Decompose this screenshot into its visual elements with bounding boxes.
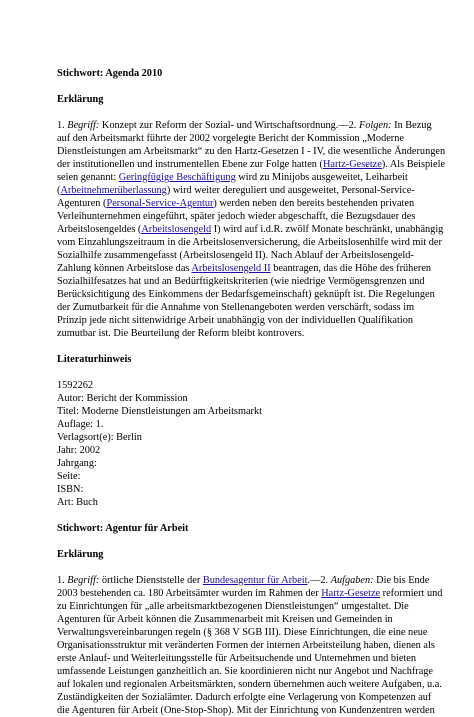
text: ( — [57, 185, 61, 196]
text: Zahlung können Arbeitslose das — [57, 263, 192, 274]
section1-line-7 — [57, 197, 414, 210]
text: örtliche Dienststelle der — [99, 575, 203, 586]
text: .—2. — [307, 575, 331, 586]
literatur-jahrgang: Jahrgang: — [57, 458, 97, 469]
text: reformiert und — [380, 588, 443, 599]
text: ) werden neben den bereits bestehenden privaten — [213, 198, 415, 209]
text: ) wird weiter dereguliert und ausgeweitet, Personal-Service- — [166, 185, 415, 196]
link-personal-service-agentur[interactable]: Personal-Service-Agentur — [106, 198, 214, 209]
section2-line-9: auf lokalen und regionalen Arbeitsmärkten, sondern übernehmen auch weitere Aufgaben, u.a. — [57, 679, 442, 690]
section1-line-11: Sozialhilfe zusammengefasst (Arbeitslosengeld II). Nach Ablauf der Arbeitslosengeld- — [57, 250, 414, 261]
text: der institutionellen und instrumentellen Ebene zur Folge hatten ( — [57, 159, 323, 170]
section1-line-13: Sozialhilfesatzes hat und an Bedürftigkeitskriterien (wie niedrige Vermögensgrenzen und — [57, 276, 425, 287]
section2-line-1 — [57, 574, 429, 587]
literatur-titel: Titel: Moderne Dienstleistungen am Arbeitsmarkt — [57, 406, 262, 417]
link-arbeitslosengeld[interactable]: Arbeitslosengeld — [141, 224, 212, 235]
begriff-label: Begriff: — [67, 575, 100, 586]
section1-line-15: der Zumutbarkeit für die Annahme von Stellenangeboten werden verschärft, sodass im — [57, 302, 415, 313]
link-geringfuegige-beschaeftigung[interactable]: Geringfügige Beschäftigung — [118, 172, 236, 183]
text: Konzept zur Reform der Sozial- und Wirtschaftsordnung.—2. — [99, 120, 359, 131]
section2-erklaerung-heading: Erklärung — [57, 549, 104, 560]
link-arbeitslosengeld-ii[interactable]: Arbeitslosengeld II — [191, 263, 271, 274]
section1-line-8: Verleihunternehmen eingeführt, später jedoch wieder abgeschafft, die Bezugsdauer des — [57, 211, 416, 222]
text: Agenturen ( — [57, 198, 107, 209]
literatur-seite: Seite: — [57, 471, 81, 482]
section2-line-8: umfassende Leistungen ganzheitlich an. Sie koordinieren nicht nur Angebot und Nachfrage — [57, 666, 434, 677]
section1-line-10: vom Einzahlungszeitraum in die Arbeitslosenversicherung, die Arbeitslosenhilfe wird mit der — [57, 237, 442, 248]
section2-line-2 — [57, 587, 442, 600]
literatur-heading: Literaturhinweis — [57, 354, 132, 365]
section1-line-5 — [57, 171, 408, 184]
literatur-auflage: Auflage: 1. — [57, 419, 104, 430]
section1-line-4 — [57, 158, 445, 171]
text: 1. — [57, 120, 68, 131]
text: In Bezug — [391, 120, 432, 131]
begriff-label: Begriff: — [67, 120, 100, 131]
literatur-verlagsort: Verlagsort(e): Berlin — [57, 432, 142, 443]
literatur-id: 1592262 — [57, 380, 94, 391]
section1-line-3: Dienstleistungen am Arbeitsmarkt“ zu den Hartz-Gesetzen I - IV, die wesentliche Änderungen — [57, 146, 446, 157]
section2-line-6: Organisationsstruktur mit veränderten Formen der internen Arbeitsteilung haben, dienen als — [57, 640, 435, 651]
section2-line-5: Verwaltungsvereinbarungen regeln (§ 368 V SGB III). Diese Einrichtungen, die eine neue — [57, 627, 428, 638]
section2-line-7: erste Anlauf- und Weiterleitungsstelle für Arbeitsuchende und Unternehmen und bieten — [57, 653, 416, 664]
link-bundesagentur-fuer-arbeit[interactable]: Bundesagentur für Arbeit — [202, 575, 308, 586]
text: I) wird auf i.d.R. zwölf Monate beschränkt, unabhängig — [211, 224, 444, 235]
folgen-label: Folgen: — [358, 120, 392, 131]
link-hartz-gesetze[interactable]: Hartz-Gesetze — [322, 159, 382, 170]
section2-title: Stichwort: Agentur für Arbeit — [57, 523, 189, 534]
section2-line-4: Agenturen für Arbeit können die Zusammenarbeit mit Kreisen und Gemeinden in — [57, 614, 393, 625]
section1-erklaerung-heading: Erklärung — [57, 94, 104, 105]
text: Arbeitslosengeldes ( — [57, 224, 142, 235]
section1-line-17: zumutbar ist. Die Beurteilung der Reform bleibt kontrovers. — [57, 328, 305, 339]
text: ). Als Beispiele — [381, 159, 446, 170]
aufgaben-label: Aufgaben: — [330, 575, 374, 586]
section1-line-9 — [57, 223, 443, 236]
section1-line-6 — [57, 184, 415, 197]
section1-title: Stichwort: Agenda 2010 — [57, 68, 163, 79]
text: 1. — [57, 575, 68, 586]
section2-line-11: die Agenturen für Arbeit (One-Stop-Shop). Mit der Einrichtung von Kundenzentren werden — [57, 705, 435, 716]
literatur-autor: Autor: Bericht der Kommission — [57, 393, 188, 404]
section1-line-1 — [57, 119, 432, 132]
section1-line-2: auf den Arbeitsmarkt führte der 2002 vorgelegte Bericht der Kommission „Moderne — [57, 133, 404, 144]
literatur-jahr: Jahr: 2002 — [57, 445, 101, 456]
text: 2003 bestehenden ca. 180 Arbeitsämter wurden im Rahmen der — [57, 588, 322, 599]
literatur-isbn: ISBN: — [57, 484, 84, 495]
section2-line-10: Zuständigkeiten der Sozialämter. Dadurch erfolgte eine Verlagerung von Kompetenzen auf — [57, 692, 432, 703]
link-arbeitnehmerueberlassung[interactable]: Arbeitnehmerüberlassung — [60, 185, 167, 196]
text: beantragen, das die Höhe des früheren — [270, 263, 432, 274]
section1-line-12 — [57, 262, 431, 275]
literatur-art: Art: Buch — [57, 497, 98, 508]
text: Die bis Ende — [373, 575, 430, 586]
section1-line-14: Berücksichtigung des Einkommens der Bedarfsgemeinschaft) geknüpft ist. Die Regelungen — [57, 289, 435, 300]
text: wird zu Minijobs ausgeweitet, Leiharbeit — [235, 172, 408, 183]
text: seien genannt: — [57, 172, 119, 183]
section1-line-16: Prinzip jede nicht sittenwidrige Arbeit unabhängig von der individuellen Qualifikation — [57, 315, 414, 326]
link-hartz-gesetze[interactable]: Hartz-Gesetze — [321, 588, 381, 599]
section2-line-3: zu Einrichtungen für „alle arbeitsmarktbezogenen Dienstleistungen“ umgestaltet. Die — [57, 601, 409, 612]
